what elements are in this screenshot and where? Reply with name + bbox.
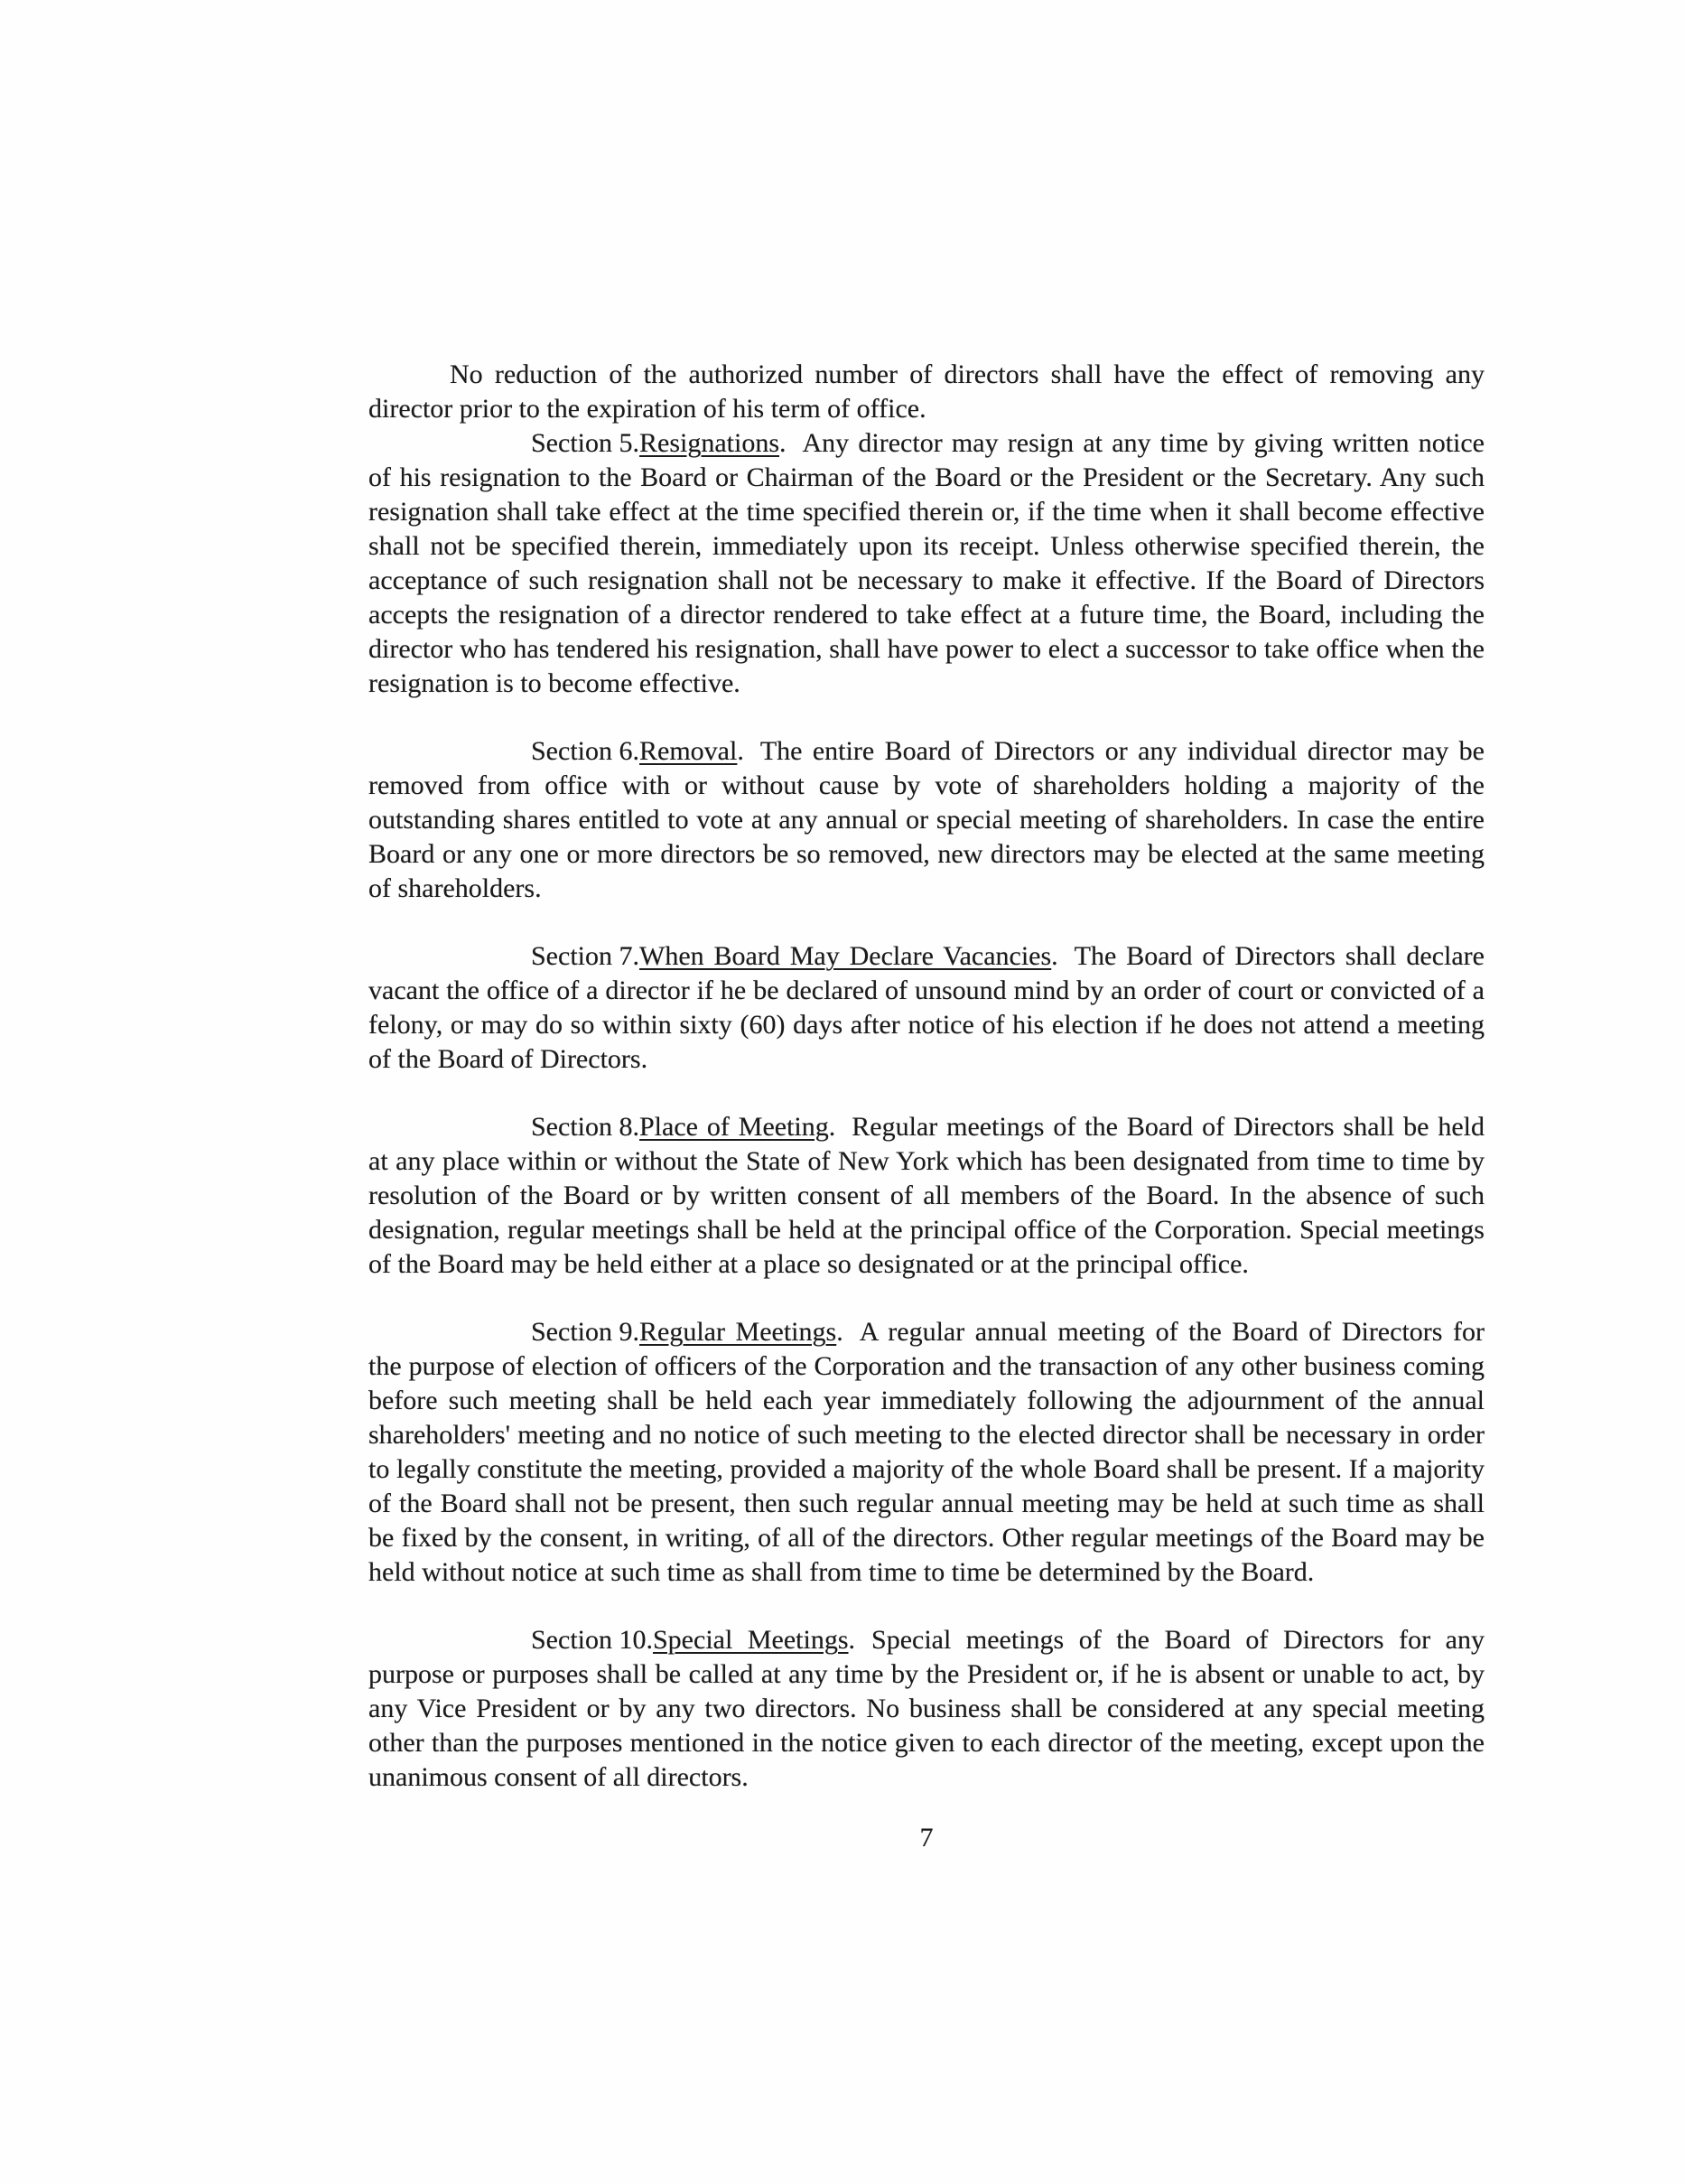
section-title: Resignations — [639, 428, 779, 458]
section-title: When Board May Declare Vacancies — [639, 941, 1052, 971]
section-label: Section 6. — [531, 736, 639, 766]
paragraph-text: A regular annual meeting of the Board of Directors for the purpose of election of officers of the Corporation and the transaction of any other business coming before such meeting shall be held each year immediately following the adjournment of the annual shareholders' meeting and no notice of such meeting to the elected director shall be necessary in order to legally constitute the meeting, provided a majority of the whole Board shall be present. If a majority of the Board shall not be present, then such regular annual meeting may be held at such time as shall be fixed by the consent, in writing, of all of the directors. Other regular meetings of the Board may be held without notice at such time as shall from time to time be determined by the Board. — [368, 1317, 1485, 1587]
section-title-period: . — [737, 736, 744, 766]
section-label: Section 7. — [531, 941, 639, 971]
section-8-paragraph — [368, 1110, 1485, 1282]
section-6-paragraph — [368, 734, 1485, 906]
section-title: Removal — [639, 736, 738, 766]
paragraph-text: The entire Board of Directors or any individual director may be removed from office with or without cause by vote of shareholders holding a majority of the outstanding shares entitled to vote at any annual or special meeting of shareholders. In case the entire Board or any one or more directors be so removed, new directors may be elected at the same meeting of shareholders. — [368, 736, 1485, 903]
section-9-paragraph — [368, 1315, 1485, 1590]
section-label: Section 9. — [531, 1317, 639, 1347]
page-number: 7 — [919, 1823, 934, 1853]
document-body — [368, 358, 1485, 1795]
section-5-paragraph — [368, 426, 1485, 701]
section-title: Special Meetings — [653, 1625, 849, 1655]
section-title-period: . — [848, 1625, 856, 1655]
intro-paragraph — [368, 358, 1485, 426]
section-title: Regular Meetings — [639, 1317, 837, 1347]
paragraph-text: Regular meetings of the Board of Directors shall be held at any place within or without the State of New York which has been designated from time to time by resolution of the Board or by written consent of all members of the Board. In the absence of such designation, regular meetings shall be held at the principal office of the Corporation. Special meetings of the Board may be held either at a place so designated or at the principal office. — [368, 1112, 1485, 1279]
section-title: Place of Meeting — [639, 1112, 829, 1142]
section-label: Section 10. — [531, 1625, 653, 1655]
section-title-period: . — [836, 1317, 843, 1347]
section-title-period: . — [828, 1112, 836, 1142]
section-title-period: . — [779, 428, 787, 458]
paragraph-text: The Board of Directors shall declare vacant the office of a director if he be declared of unsound mind by an order of court or convicted of a felony, or may do so within sixty (60) days after notice of his election if he does not attend a meeting of the Board of Directors. — [368, 941, 1485, 1074]
paragraph-text: No reduction of the authorized number of directors shall have the effect of removing any director prior to the expiration of his term of office. — [368, 359, 1485, 424]
section-title-period: . — [1051, 941, 1058, 971]
paragraph-text: Special meetings of the Board of Directors for any purpose or purposes shall be called at any time by the President or, if he is absent or unable to act, by any Vice President or by any two directors. No business shall be considered at any special meeting other than the purposes mentioned in the notice given to each director of the meeting, except upon the unanimous consent of all directors. — [368, 1625, 1485, 1792]
section-label: Section 8. — [531, 1112, 639, 1142]
section-10-paragraph — [368, 1623, 1485, 1795]
paragraph-text: Any director may resign at any time by giving written notice of his resignation to the Board or Chairman of the Board or the President or the Secretary. Any such resignation shall take effect at the time specified therein or, if the time when it shall become effective shall not be specified therein, immediately upon its receipt. Unless otherwise specified therein, the acceptance of such resignation shall not be necessary to make it effective. If the Board of Directors accepts the resignation of a director rendered to take effect at a future time, the Board, including the director who has tendered his resignation, shall have power to elect a successor to take office when the resignation is to become effective. — [368, 428, 1485, 698]
section-7-paragraph — [368, 939, 1485, 1077]
section-label: Section 5. — [531, 428, 639, 458]
